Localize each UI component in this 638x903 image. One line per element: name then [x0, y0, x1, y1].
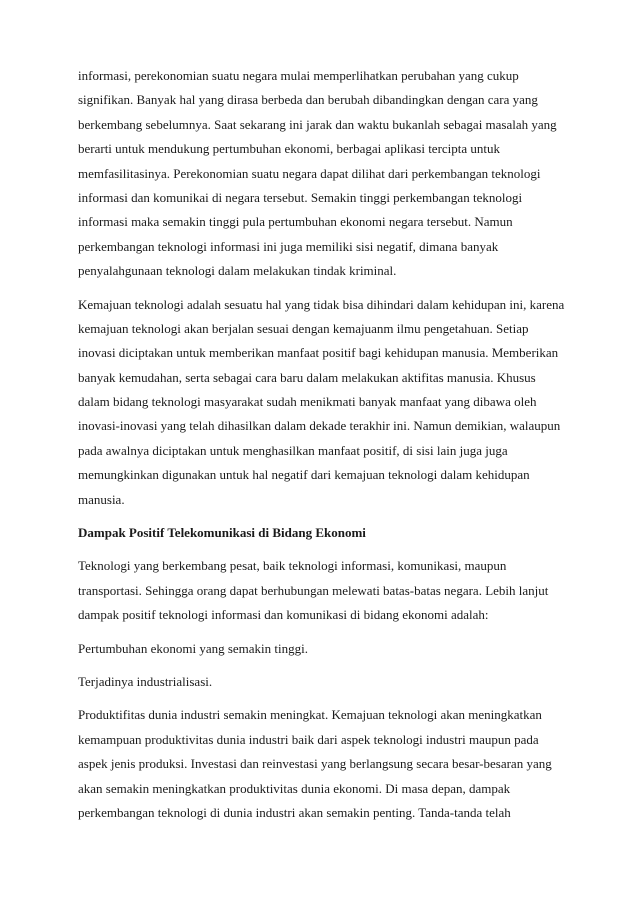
paragraph-line: penyalahgunaan teknologi dalam melakukan tindak kriminal. [78, 263, 397, 279]
paragraph-spacer [78, 512, 574, 521]
paragraph-line: informasi dan komunikai di negara tersebut. Semakin tinggi perkembangan teknologi [78, 189, 523, 205]
paragraph-line: kemajuan teknologi akan berjalan sesuai dengan kemajuanm ilmu pengetahuan. Setiap [78, 320, 529, 336]
document-body [78, 64, 574, 825]
paragraph-spacer [78, 284, 574, 293]
paragraph-line: dalam bidang teknologi masyarakat sudah menikmati banyak manfaat yang dibawa oleh [78, 394, 537, 410]
paragraph-line: perkembangan teknologi informasi ini juga memiliki sisi negatif, dimana banyak [78, 238, 499, 254]
paragraph-line: pada awalnya diciptakan untuk menghasilkan manfaat positif, di sisi lain juga juga [78, 442, 508, 458]
paragraph-2 [78, 293, 574, 513]
paragraph-line: akan semakin meningkatkan produktivitas dunia ekonomi. Di masa depan, dampak [78, 780, 511, 796]
paragraph-line: memungkinkan digunakan untuk hal negatif dari kemajuan teknologi dalam kehidupan [78, 467, 530, 483]
paragraph-line: Kemajuan teknologi adalah sesuatu hal yang tidak bisa dihindari dalam kehidupan ini, karena [78, 296, 565, 312]
paragraph-spacer [78, 661, 574, 670]
section-heading: Dampak Positif Telekomunikasi di Bidang Ekonomi [78, 525, 366, 541]
paragraph-spacer [78, 694, 574, 703]
paragraph-line: banyak kemudahan, serta sebagai cara baru dalam melakukan aktifitas manusia. Khusus [78, 369, 536, 385]
paragraph-line: informasi maka semakin tinggi pula pertumbuhan ekonomi negara tersebut. Namun [78, 214, 513, 230]
paragraph-3 [78, 554, 574, 627]
paragraph-line: inovasi diciptakan untuk memberikan manfaat positif bagi kehidupan manusia. Memberikan [78, 345, 559, 361]
paragraph-line: dampak positif teknologi informasi dan komunikasi di bidang ekonomi adalah: [78, 607, 489, 623]
list-item-1 [78, 637, 574, 661]
paragraph-line: kemampuan produktivitas dunia industri baik dari aspek teknologi industri maupun pada [78, 731, 539, 747]
paragraph-1 [78, 64, 574, 284]
paragraph-line: inovasi-inovasi yang telah dihasilkan dalam dekade terakhir ini. Namun demikian, walaupun [78, 418, 561, 434]
section-heading-block [78, 521, 574, 545]
paragraph-line: aspek jenis produksi. Investasi dan reinvestasi yang berlangsung secara besar-besaran yang [78, 756, 552, 772]
paragraph-spacer [78, 628, 574, 637]
list-item-text: Terjadinya industrialisasi. [78, 673, 213, 689]
paragraph-line: berarti untuk mendukung pertumbuhan ekonomi, berbagai aplikasi tercipta untuk [78, 141, 501, 157]
paragraph-line: berkembang sebelumnya. Saat sekarang ini jarak dan waktu bukanlah sebagai masalah yang [78, 116, 557, 132]
paragraph-spacer [78, 545, 574, 554]
paragraph-4 [78, 703, 574, 825]
paragraph-line: Teknologi yang berkembang pesat, baik teknologi informasi, komunikasi, maupun [78, 558, 507, 574]
paragraph-line: perkembangan teknologi di dunia industri akan semakin penting. Tanda-tanda telah [78, 804, 511, 820]
list-item-text: Pertumbuhan ekonomi yang semakin tinggi. [78, 640, 308, 656]
list-item-2 [78, 670, 574, 694]
paragraph-line: manusia. [78, 491, 125, 507]
paragraph-line: Produktifitas dunia industri semakin meningkat. Kemajuan teknologi akan meningkatkan [78, 707, 542, 723]
paragraph-line: memfasilitasinya. Perekonomian suatu negara dapat dilihat dari perkembangan teknologi [78, 165, 541, 181]
paragraph-line: signifikan. Banyak hal yang dirasa berbeda dan berubah dibandingkan dengan cara yang [78, 92, 538, 108]
paragraph-line: informasi, perekonomian suatu negara mulai memperlihatkan perubahan yang cukup [78, 68, 519, 83]
paragraph-line: transportasi. Sehingga orang dapat berhubungan melewati batas-batas negara. Lebih lanjut [78, 582, 549, 598]
